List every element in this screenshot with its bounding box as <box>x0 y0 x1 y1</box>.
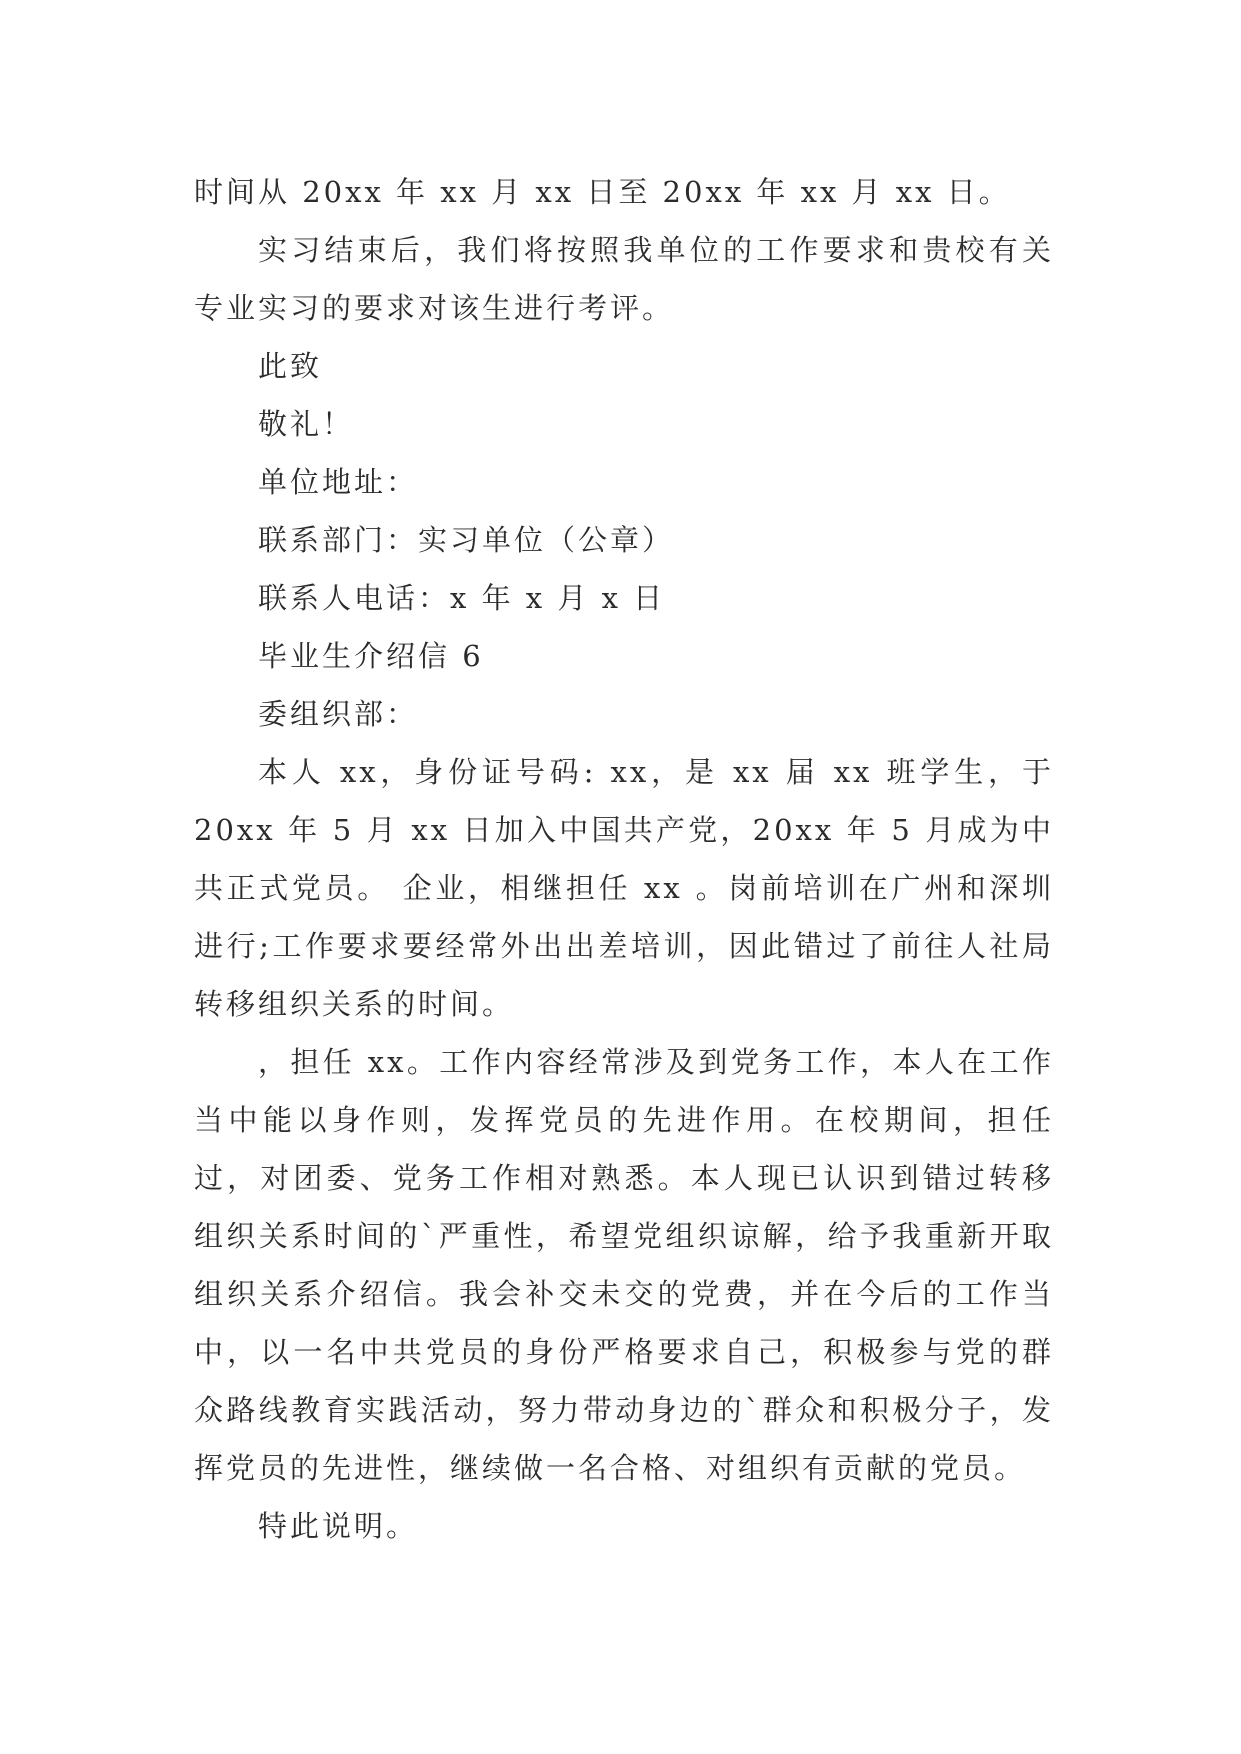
contact-department: 联系部门：实习单位（公章） <box>258 523 675 557</box>
paragraph-evaluation: 实习结束后，我们将按照我单位的工作要求和贵校有关专业实习的要求对该生进行考评。 <box>194 233 1054 325</box>
closing-statement: 特此说明。 <box>258 1509 419 1543</box>
contact-phone-date: 联系人电话：x 年 x 月 x 日 <box>258 581 666 615</box>
section-heading: 毕业生介绍信 6 <box>258 639 484 673</box>
recipient: 委组织部： <box>258 697 419 731</box>
paragraph-work-description: ，担任 xx。工作内容经常涉及到党务工作，本人在工作当中能以身作则，发挥党员的先进作用。在校期间，担任过，对团委、党务工作相对熟悉。本人现已认识到错过转移组织关系时间的`严重性，希望党组织谅解，给予我重新开取组织关系介绍信。我会补交未交的党费，并在今后的工作当中，以一名中共党员的身份严格要求自己，积极参与党的群众路线教育实践活动，努力带动身边的`群众和积极分子，发挥党员的先进性，继续做一名合格、对组织有贡献的党员。 <box>194 1045 1054 1485</box>
closing-regards: 敬礼！ <box>258 407 355 441</box>
closing-salutation: 此致 <box>258 349 323 383</box>
paragraph-internship-period: 时间从 20xx 年 xx 月 xx 日至 20xx 年 xx 月 xx 日。 <box>194 175 1011 209</box>
document-body <box>194 163 1054 1555</box>
paragraph-personal-statement: 本人 xx，身份证号码: xx，是 xx 届 xx 班学生，于 20xx 年 5 月 xx 日加入中国共产党，20xx 年 5 月成为中共正式党员。 企业，相继担任 xx 。岗前培训在广州和深圳进行;工作要求要经常外出出差培训，因此错过了前往人社局转移组织关系的时间。 <box>194 755 1054 1021</box>
unit-address: 单位地址： <box>258 465 419 499</box>
